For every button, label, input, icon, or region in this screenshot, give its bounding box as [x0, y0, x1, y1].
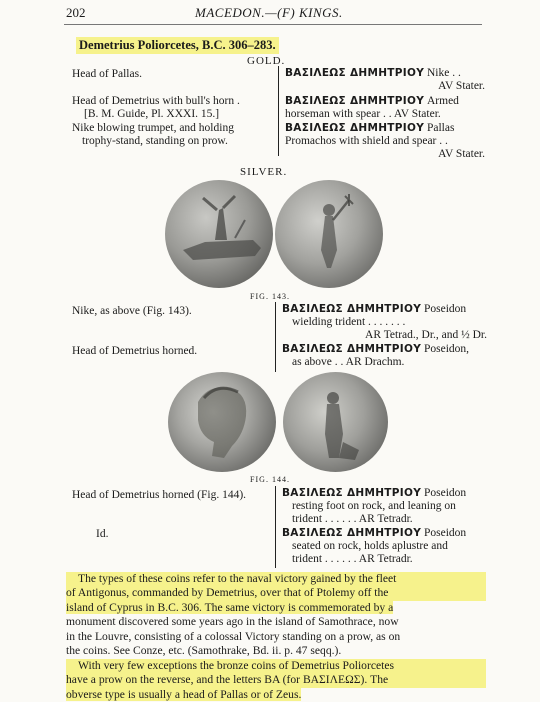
reverse-type: Poseidon	[423, 487, 467, 499]
reverse-type: Armed	[426, 95, 459, 107]
denomination: AV Stater.	[438, 80, 485, 92]
silver-column-rule-2	[275, 486, 276, 568]
reverse-type: Poseidon	[423, 527, 467, 539]
page-number: 202	[66, 5, 86, 20]
paragraph-naval-victory	[66, 572, 486, 658]
paragraph-line: monument discovered some years ago in the island of Samothrace, now	[66, 615, 399, 629]
gold-row2-reverse	[285, 95, 485, 121]
coin-143-obverse-image	[165, 180, 273, 288]
greek-legend: ΒΑΣΙΛΕΩΣ ΔΗΜΗΤΡΙΟΥ	[282, 303, 422, 315]
gold-column-rule	[278, 66, 279, 156]
reverse-desc: horseman with spear . . AV Stater.	[285, 108, 441, 120]
silver-row1-obverse: Nike, as above (Fig. 143).	[72, 305, 192, 317]
silver-row2-reverse	[282, 343, 487, 369]
reverse-type: Poseidon	[423, 303, 467, 315]
obverse-line: Head of Demetrius with bull's horn .	[72, 95, 240, 107]
silver-row1-reverse	[282, 303, 487, 342]
silver-row4-reverse	[282, 527, 487, 566]
silver-row4-obverse: Id.	[96, 528, 109, 540]
silver-row2-obverse: Head of Demetrius horned.	[72, 345, 198, 357]
obverse-line: Nike blowing trumpet, and holding	[72, 122, 234, 134]
paragraph-line: of Antigonus, commanded by Demetrius, over that of Ptolemy off the	[66, 586, 486, 600]
greek-legend: ΒΑΣΙΛΕΩΣ ΔΗΜΗΤΡΙΟΥ	[285, 122, 425, 134]
reverse-type: Nike . .	[426, 67, 461, 79]
paragraph-line: the coins. See Conze, etc. (Samothrake, Bd. ii. p. 47 seqq.).	[66, 644, 342, 658]
gold-row3-obverse	[72, 122, 234, 148]
greek-legend: ΒΑΣΙΛΕΩΣ ΔΗΜΗΤΡΙΟΥ	[282, 487, 422, 499]
greek-legend: ΒΑΣΙΛΕΩΣ ΔΗΜΗΤΡΙΟΥ	[282, 343, 422, 355]
gold-row1-obverse: Head of Pallas.	[72, 68, 142, 80]
paragraph-line: in the Louvre, consisting of a colossal Victory standing on a prow, as on	[66, 629, 401, 643]
paragraph-line: have a prow on the reverse, and the letters ΒΑ (for ΒΑΣΙΛΕΩΣ). The	[66, 673, 486, 687]
fig-143-caption: FIG. 143.	[250, 292, 290, 301]
running-title: MACEDON.—(F) KINGS.	[195, 5, 343, 20]
gold-row2-obverse	[72, 95, 240, 121]
paragraph-bronze-coins	[66, 659, 486, 702]
reverse-desc: wielding trident . . . . . . .	[292, 316, 406, 328]
silver-heading: SILVER.	[240, 166, 288, 178]
paragraph-line: island of Cyprus in B.C. 306. The same victory is commemorated by a	[66, 600, 394, 614]
reverse-desc: resting foot on rock, and leaning on	[292, 500, 456, 512]
greek-legend: ΒΑΣΙΛΕΩΣ ΔΗΜΗΤΡΙΟΥ	[285, 95, 425, 107]
gold-row1-reverse	[285, 67, 485, 93]
coin-143-reverse-image	[275, 180, 383, 288]
reverse-desc: trident . . . . . . AR Tetradr.	[292, 553, 413, 565]
reverse-desc: trident . . . . . . AR Tetradr.	[292, 513, 413, 525]
silver-column-rule	[275, 302, 276, 372]
reverse-type: Pallas	[426, 122, 455, 134]
obverse-line: trophy-stand, standing on prow.	[82, 135, 228, 147]
paragraph-line: The types of these coins refer to the naval victory gained by the fleet	[66, 572, 486, 586]
silver-row3-obverse: Head of Demetrius horned (Fig. 144).	[72, 489, 247, 501]
header-rule	[64, 24, 482, 25]
paragraph-line: obverse type is usually a head of Pallas or of Zeus.	[66, 687, 302, 701]
greek-legend: ΒΑΣΙΛΕΩΣ ΔΗΜΗΤΡΙΟΥ	[285, 67, 425, 79]
reverse-desc: as above . . AR Drachm.	[292, 356, 405, 368]
denomination: AV Stater.	[438, 148, 485, 160]
section-title: Demetrius Poliorcetes, B.C. 306–283.	[76, 37, 279, 54]
coin-144-reverse-image	[283, 372, 388, 472]
reverse-desc: Promachos with shield and spear . .	[285, 135, 448, 147]
denomination: AR Tetrad., Dr., and ½ Dr.	[365, 329, 487, 341]
gold-row3-reverse	[285, 122, 485, 161]
gold-heading: GOLD.	[247, 55, 286, 67]
greek-legend: ΒΑΣΙΛΕΩΣ ΔΗΜΗΤΡΙΟΥ	[282, 527, 422, 539]
silver-row3-reverse	[282, 487, 487, 526]
paragraph-line: With very few exceptions the bronze coins of Demetrius Poliorcetes	[66, 659, 486, 673]
reverse-desc: seated on rock, holds aplustre and	[292, 540, 448, 552]
reverse-type: Poseidon,	[423, 343, 470, 355]
fig-144-caption: FIG. 144.	[250, 475, 290, 484]
coin-144-obverse-image	[168, 372, 276, 472]
obverse-ref: [B. M. Guide, Pl. XXXI. 15.]	[84, 108, 220, 120]
